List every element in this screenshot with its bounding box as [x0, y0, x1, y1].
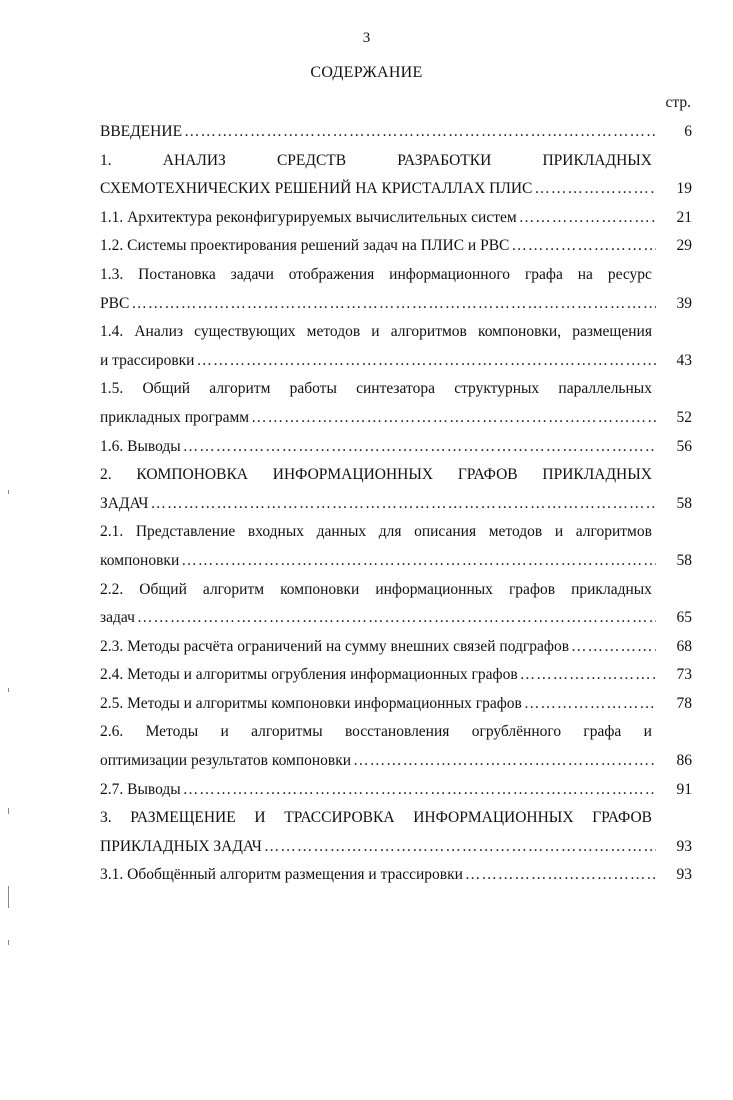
toc-entry-title: задач [100, 609, 135, 627]
toc-entry-line [100, 375, 692, 404]
toc-entry-line [100, 461, 692, 490]
toc-entry-page: 68 [676, 637, 692, 655]
page-number: 3 [362, 30, 371, 46]
toc-word: ресурс [607, 265, 652, 283]
toc-entry-line [100, 490, 692, 519]
toc-word: Общий [142, 380, 191, 398]
toc-entry-page: 58 [676, 551, 692, 569]
toc-entry-title: и трассировки [100, 351, 195, 369]
toc-entry-page: 93 [676, 837, 692, 855]
toc-word: отображения [288, 265, 375, 283]
toc-word: и [554, 523, 564, 541]
toc-entry-line [100, 204, 692, 233]
toc-entry [100, 661, 692, 690]
toc-entry [100, 776, 692, 805]
toc-entry-line [100, 604, 692, 633]
toc-entry-page: 91 [676, 780, 692, 798]
toc-entry [100, 861, 692, 890]
toc-word: для [378, 523, 402, 541]
page-column-label: стр. [665, 94, 691, 111]
toc-entry [100, 433, 692, 462]
toc-word: алгоритмы [251, 723, 323, 741]
toc-entry [100, 804, 692, 861]
toc-word: графов [508, 580, 556, 598]
dot-leader [534, 175, 656, 204]
toc-entry-line [100, 633, 692, 662]
toc-entry [100, 147, 692, 204]
scan-mark [8, 490, 9, 494]
dot-leader [511, 232, 656, 261]
scan-mark [8, 808, 9, 814]
dot-leader [137, 604, 656, 633]
toc-word: и [220, 723, 229, 741]
toc-word: данных [316, 523, 367, 541]
toc-entry-line [100, 861, 692, 890]
toc-entry-page: 52 [676, 408, 692, 426]
toc-word: методов [306, 323, 361, 341]
toc-word: РАЗРАБОТКИ [397, 151, 492, 169]
toc-entry-line [100, 776, 692, 805]
toc-word: РАЗМЕЩЕНИЕ [130, 809, 236, 827]
toc-word: и [643, 723, 652, 741]
toc-entry [100, 690, 692, 719]
dot-leader [183, 433, 656, 462]
toc-entry-page: 78 [676, 694, 692, 712]
toc-entry-line [100, 147, 692, 176]
toc-entry-title: 3.1. Обобщённый алгоритм размещения и трассировки [100, 866, 463, 884]
toc-word: работы [289, 380, 337, 398]
toc-entry-page: 6 [684, 123, 692, 140]
toc-entry-line [100, 347, 692, 376]
toc-word: Методы [145, 723, 199, 741]
toc-word: АНАЛИЗ [162, 151, 226, 169]
toc-word: ТРАССИРОВКА [284, 809, 395, 827]
dot-leader [251, 404, 656, 433]
toc-entry-line [100, 518, 692, 547]
dot-leader [181, 547, 656, 576]
toc-entry [100, 375, 692, 432]
toc-word: размещения [572, 323, 652, 341]
dot-leader [520, 661, 656, 690]
toc-word: задачи [230, 265, 274, 283]
toc-title: СОДЕРЖАНИЕ [310, 64, 423, 81]
toc-entry-page: 21 [676, 208, 692, 226]
toc-word: И [254, 809, 266, 827]
toc-entry-line [100, 261, 692, 290]
dot-leader [519, 204, 656, 233]
toc-entry-page: 65 [676, 609, 692, 627]
toc-word: Анализ [134, 323, 184, 341]
toc-entry-title: РВС [100, 294, 130, 312]
toc-word: 1.5. [100, 380, 124, 398]
toc-word: входных [247, 523, 305, 541]
dot-leader [353, 747, 656, 776]
toc-entry-page: 58 [676, 494, 692, 512]
toc-entry-line [100, 118, 692, 147]
toc-entry [100, 204, 692, 233]
toc-word: Представление [135, 523, 236, 541]
toc-entry-title: 2.4. Методы и алгоритмы огрубления информационных графов [100, 666, 518, 684]
toc-entry-line [100, 404, 692, 433]
toc-entry-title: компоновки [100, 551, 180, 569]
toc-word: алгоритм [209, 380, 271, 398]
toc-word: алгоритмов [390, 323, 467, 341]
toc-entry-line [100, 576, 692, 605]
toc-word: компоновки, [477, 323, 562, 341]
toc-word: существующих [194, 323, 296, 341]
toc-entry-line [100, 547, 692, 576]
toc-entry [100, 232, 692, 261]
toc-entry [100, 633, 692, 662]
toc-word: и [371, 323, 380, 341]
dot-leader [264, 833, 656, 862]
toc-word: КОМПОНОВКА [136, 466, 248, 484]
toc-entry [100, 261, 692, 318]
toc-word: информационного [389, 265, 511, 283]
toc-entry-title: 2.3. Методы расчёта ограничений на сумму внешних связей подграфов [100, 637, 570, 655]
toc-entry-line [100, 318, 692, 347]
toc-word: ИНФОРМАЦИОННЫХ [272, 466, 434, 484]
toc-word: ПРИКЛАДНЫХ [542, 151, 652, 169]
dot-leader [184, 118, 656, 147]
toc-word: параллельных [558, 380, 652, 398]
dot-leader [150, 490, 656, 519]
toc-entry [100, 118, 692, 147]
toc-entry [100, 518, 692, 575]
toc-entry-page: 86 [676, 752, 692, 770]
toc-word: Постановка [138, 265, 216, 283]
toc-word: 2.6. [100, 723, 124, 741]
toc-word: ГРАФОВ [592, 809, 652, 827]
toc-word: синтезатора [356, 380, 435, 398]
toc-word: СРЕДСТВ [276, 151, 347, 169]
toc-entry-title: прикладных программ [100, 408, 250, 426]
toc-entry-line [100, 833, 692, 862]
toc-entry-page: 29 [676, 237, 692, 255]
toc-entry-line [100, 290, 692, 319]
scan-mark [8, 688, 9, 692]
toc-word: информационных [375, 580, 493, 598]
toc-entry-page: 93 [676, 866, 692, 884]
toc-word: Общий [139, 580, 187, 598]
toc-entry-line [100, 175, 692, 204]
dot-leader [524, 690, 656, 719]
toc-entry-page: 19 [676, 180, 692, 198]
toc-entry-title: 1.6. Выводы [100, 437, 181, 455]
toc-entry-title: 2.7. Выводы [100, 780, 181, 798]
toc-entry-title: СХЕМОТЕХНИЧЕСКИХ РЕШЕНИЙ НА КРИСТАЛЛАХ ПЛИС [100, 180, 533, 198]
toc-word: 2. [100, 466, 112, 484]
toc-entry-title: 1.1. Архитектура реконфигурируемых вычислительных систем [100, 208, 517, 226]
toc-entry-page: 56 [676, 437, 692, 455]
toc-entry-title: ПРИКЛАДНЫХ ЗАДАЧ [100, 837, 262, 855]
toc-entry-page: 39 [676, 294, 692, 312]
toc-word: ПРИКЛАДНЫХ [542, 466, 652, 484]
toc-word: графа [524, 265, 563, 283]
toc-word: описания [414, 523, 477, 541]
toc-entry-line [100, 661, 692, 690]
toc-entry [100, 461, 692, 518]
dot-leader [465, 861, 656, 890]
toc-word: прикладных [571, 580, 652, 598]
dot-leader [183, 776, 656, 805]
toc-word: 1. [100, 151, 112, 169]
toc-word: компоновки [280, 580, 360, 598]
toc-entry-line [100, 433, 692, 462]
toc-entry-title: ЗАДАЧ [100, 494, 149, 512]
toc-word: ИНФОРМАЦИОННЫХ [413, 809, 574, 827]
toc-word: графа [583, 723, 622, 741]
toc-word: 3. [100, 809, 112, 827]
toc-word: 1.4. [100, 323, 124, 341]
toc-entry-page: 43 [676, 351, 692, 369]
toc-entry-page: 73 [676, 666, 692, 684]
toc-entry-title: оптимизации результатов компоновки [100, 752, 352, 770]
dot-leader [571, 633, 656, 662]
toc-entry-line [100, 804, 692, 833]
scan-mark [8, 886, 9, 908]
toc-entry [100, 576, 692, 633]
toc-word: восстановления [344, 723, 450, 741]
toc-word: 2.2. [100, 580, 124, 598]
toc-word: на [577, 265, 593, 283]
dot-leader [196, 347, 656, 376]
scan-mark [8, 940, 9, 945]
dot-leader [131, 290, 656, 319]
toc-entry-line [100, 232, 692, 261]
toc-entry-title: 1.2. Системы проектирования решений задач на ПЛИС и РВС [100, 237, 510, 255]
toc-entry-line [100, 718, 692, 747]
toc-word: 2.1. [100, 523, 124, 541]
toc-word: 1.3. [100, 265, 124, 283]
toc-word: алгоритм [202, 580, 265, 598]
toc-entry-title: 2.5. Методы и алгоритмы компоновки информационных графов [100, 694, 522, 712]
table-of-contents [100, 118, 692, 890]
toc-entry-line [100, 747, 692, 776]
toc-word: алгоритмов [575, 523, 652, 541]
toc-word: структурных [454, 380, 540, 398]
toc-entry [100, 718, 692, 775]
toc-entry-title: ВВЕДЕНИЕ [100, 123, 183, 140]
toc-word: огрублённого [471, 723, 562, 741]
toc-entry-line [100, 690, 692, 719]
toc-word: методов [488, 523, 543, 541]
toc-entry [100, 318, 692, 375]
toc-word: ГРАФОВ [457, 466, 518, 484]
